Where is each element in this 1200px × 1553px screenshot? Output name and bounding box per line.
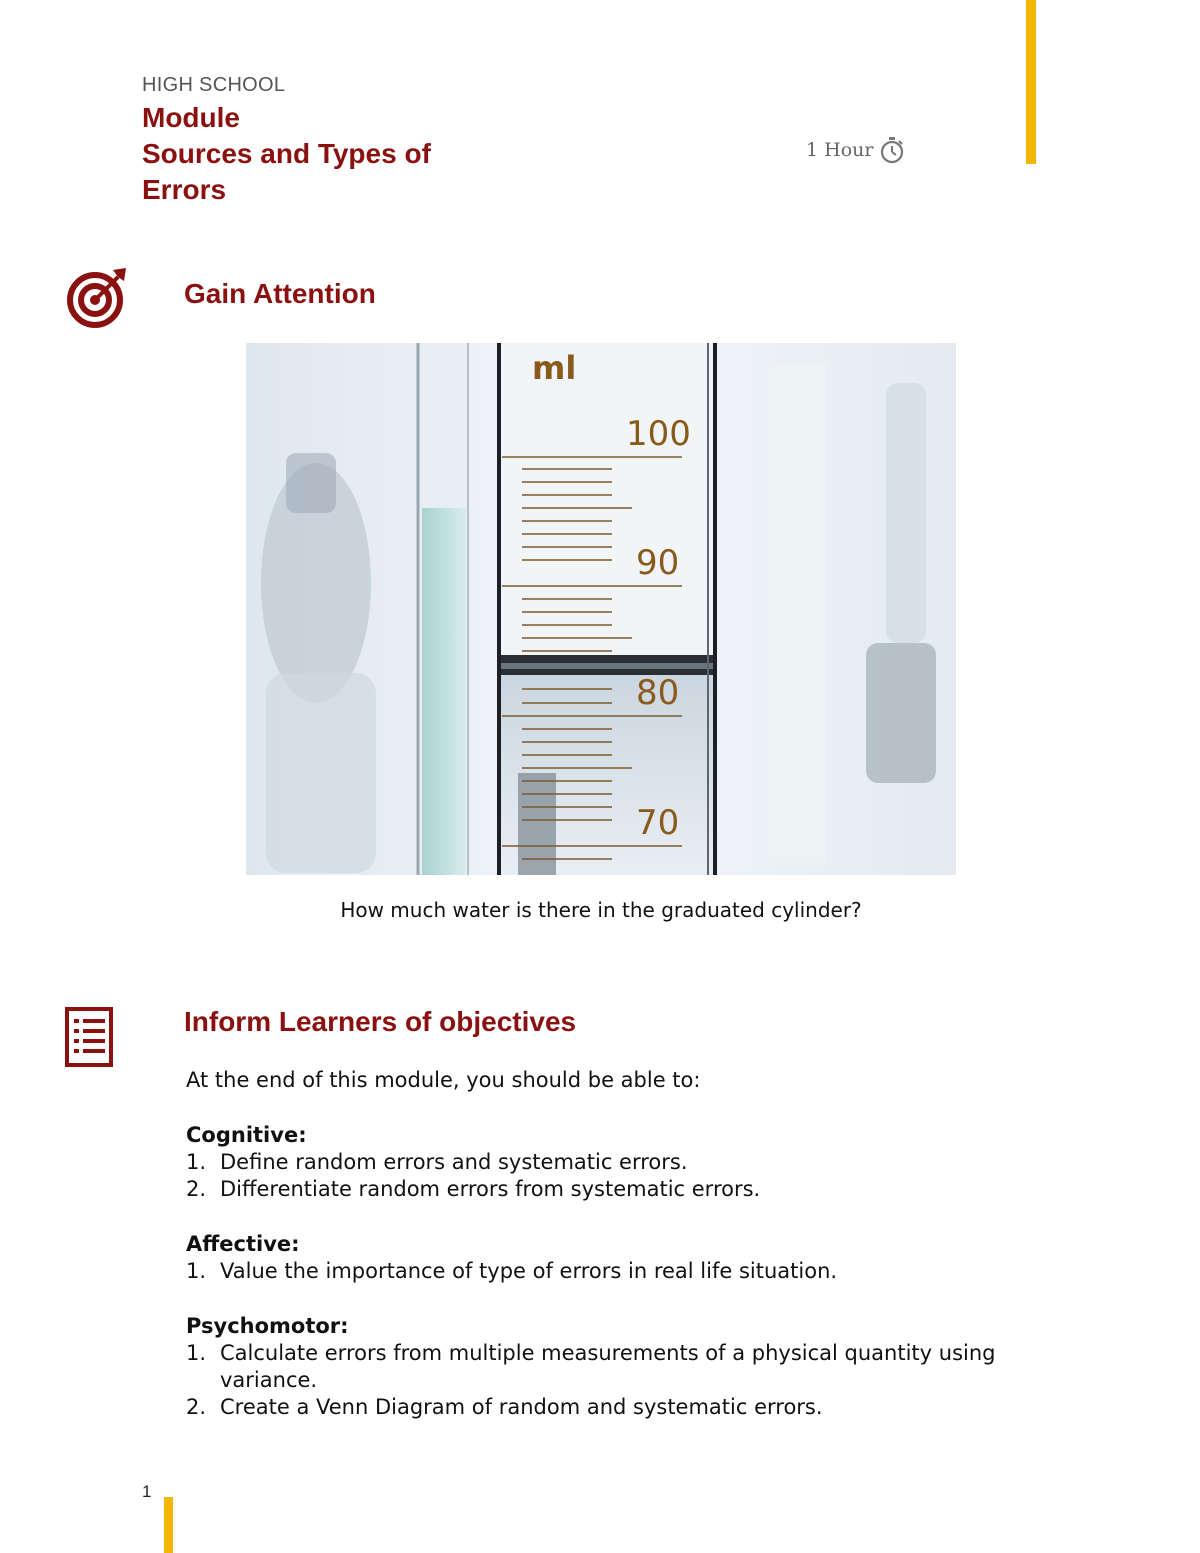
cylinder-unit-label: ml [532,349,577,387]
objectives-heading: Inform Learners of objectives [184,1006,577,1037]
photo-caption: How much water is there in the graduated cylinder? [340,898,862,922]
objective-group-label: Cognitive: [186,1123,307,1147]
accent-bar-top [1026,0,1036,164]
module-title-line: Sources and Types of [142,138,431,169]
cylinder-scale-label: 100 [626,414,691,454]
checklist-icon [64,1006,114,1072]
duration-label: 1 Hour [806,139,874,161]
accent-bar-bottom [164,1497,173,1553]
list-item: 1. Calculate errors from multiple measurements of a physical quantity using variance. [186,1341,996,1392]
objective-group-label: Psychomotor: [186,1314,349,1338]
list-item: 1. Value the importance of type of errors in real life situation. [186,1259,838,1283]
target-icon [66,266,128,332]
page-number: 1 [142,1482,152,1501]
stopwatch-icon [879,136,905,164]
list-item: 1. Define random errors and systematic errors. [186,1150,688,1174]
cylinder-scale-label: 90 [636,543,680,583]
objective-group-psychomotor [186,1313,1046,1421]
objective-group-label: Affective: [186,1232,300,1256]
duration [806,136,905,164]
module-title-line: Errors [142,174,227,205]
graduated-cylinder-photo [246,343,956,875]
cylinder-scale-label: 80 [636,673,680,713]
course-level: HIGH SCHOOL [142,74,286,96]
list-item: 2. Differentiate random errors from systematic errors. [186,1177,761,1201]
objectives-intro: At the end of this module, you should be able to: [186,1068,701,1092]
gain-attention-heading: Gain Attention [184,278,376,309]
module-title-line: Module [142,102,240,133]
objective-group-cognitive [186,1122,1046,1203]
list-item: 2. Create a Venn Diagram of random and systematic errors. [186,1395,823,1419]
cylinder-scale-label: 70 [636,803,680,843]
module-title [142,100,502,208]
objective-group-affective [186,1231,1046,1285]
